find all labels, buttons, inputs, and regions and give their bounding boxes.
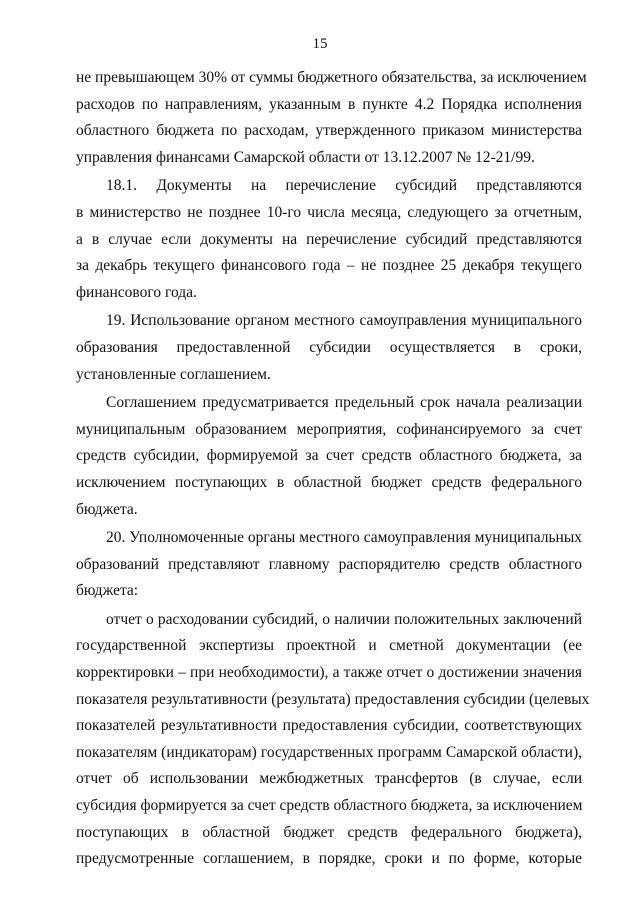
text-line: показателям (индикаторам) государственных программ Самарской области), bbox=[76, 743, 582, 761]
paragraph-19-agreement bbox=[76, 390, 582, 523]
paragraph-continuation bbox=[76, 65, 587, 171]
paragraph-18-1 bbox=[76, 173, 582, 306]
text-line: отчет о расходовании субсидий, о наличии положительных заключений bbox=[106, 610, 582, 628]
text-line: исключением поступающих в областной бюджет средств федерального bbox=[76, 473, 582, 491]
text-line: субсидия формируется за счет средств областного бюджета, за исключением bbox=[76, 797, 583, 815]
text-line: поступающих в областной бюджет средств федерального бюджета), bbox=[76, 823, 582, 841]
text-line: 20. Уполномоченные органы местного самоуправления муниципальных bbox=[106, 529, 582, 547]
paragraph-19 bbox=[76, 308, 582, 388]
text-line: в министерство не позднее 10-го числа месяца, следующего за отчетным, bbox=[76, 203, 582, 221]
text-line: корректировки – при необходимости), а также отчет о достижении значения bbox=[76, 664, 582, 682]
paragraph-20-reports bbox=[76, 607, 590, 873]
text-line: Соглашением предусматривается предельный срок начала реализации bbox=[106, 394, 582, 412]
text-line: показателя результативности (результата) предоставления субсидии (целевых bbox=[76, 690, 590, 708]
text-line: не превышающем 30% от суммы бюджетного обязательства, за исключением bbox=[76, 69, 587, 86]
text-line: а в случае если документы на перечисление субсидий представляются bbox=[76, 230, 582, 248]
text-line: средств субсидии, формируемой за счет средств областного бюджета, за bbox=[76, 447, 582, 465]
text-line: областного бюджета по расходам, утвержденного приказом министерства bbox=[76, 122, 582, 140]
text-line: бюджета: bbox=[76, 582, 139, 600]
text-line: образования предоставленной субсидии осуществляется в сроки, bbox=[76, 338, 582, 356]
text-line: управления финансами Самарской области от 13.12.2007 № 12-21/99. bbox=[76, 148, 535, 166]
text-line: муниципальным образованием мероприятия, софинансируемого за счет bbox=[76, 420, 582, 438]
text-line: предусмотренные соглашением, в порядке, сроки и по форме, которые bbox=[76, 850, 582, 868]
text-line: 19. Использование органом местного самоуправления муниципального bbox=[106, 312, 582, 330]
text-line: бюджета. bbox=[76, 500, 138, 518]
text-line: установленные соглашением. bbox=[76, 365, 271, 383]
text-line: отчет об использовании межбюджетных трансфертов (в случае, если bbox=[76, 770, 582, 788]
document-body bbox=[76, 65, 590, 873]
text-line: показателей результативности предоставления субсидии, соответствующих bbox=[76, 717, 582, 735]
text-line: 18.1. Документы на перечисление субсидий представляются bbox=[106, 177, 582, 195]
paragraph-20 bbox=[76, 525, 582, 605]
text-line: финансового года. bbox=[76, 283, 197, 301]
text-line: образований представляют главному распорядителю средств областного bbox=[76, 555, 582, 573]
page-number: 15 bbox=[312, 36, 328, 52]
text-line: расходов по направлениям, указанным в пункте 4.2 Порядка исполнения bbox=[76, 95, 582, 113]
text-line: за декабрь текущего финансового года – не позднее 25 декабря текущего bbox=[76, 257, 582, 275]
text-line: государственной экспертизы проектной и сметной документации (ее bbox=[76, 637, 582, 655]
